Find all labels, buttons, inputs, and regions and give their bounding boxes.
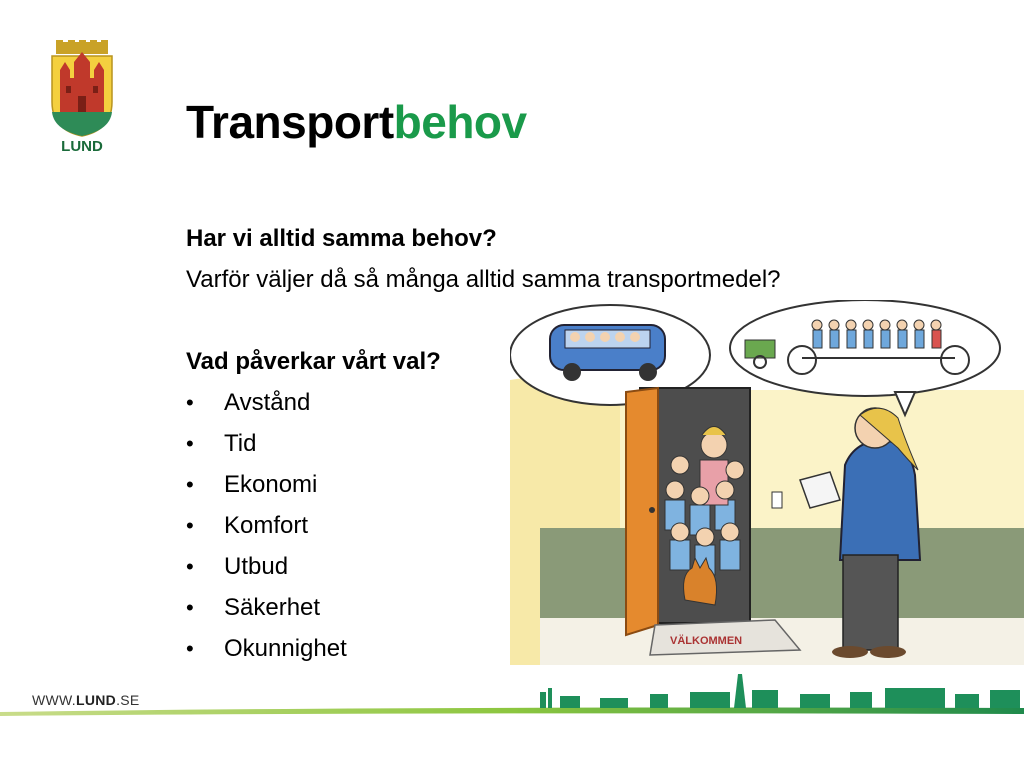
city-skyline-footer — [0, 670, 1024, 720]
footer-url[interactable]: WWW.LUND.SE — [32, 692, 140, 708]
list-item: • Ekonomi — [186, 464, 946, 505]
question-heading-1: Har vi alltid samma behov? — [186, 225, 497, 252]
slide-title — [186, 92, 527, 152]
bullet-icon: • — [186, 636, 194, 661]
list-item: • Utbud — [186, 546, 946, 587]
title-part-2: behov — [393, 96, 527, 148]
doormat-label: VÄLKOMMEN — [670, 635, 743, 647]
bullet-icon: • — [186, 554, 194, 579]
list-item: • Komfort — [186, 505, 946, 546]
list-item: • Okunnighet — [186, 628, 946, 669]
bullet-icon: • — [186, 472, 194, 497]
question-line-1: Varför väljer då så många alltid samma transportmedel? — [186, 266, 781, 293]
list-item: • Tid — [186, 423, 946, 464]
lund-logo — [44, 40, 120, 160]
list-item: • Avstånd — [186, 382, 946, 423]
list-item: • Säkerhet — [186, 587, 946, 628]
bullet-icon: • — [186, 595, 194, 620]
bullet-icon: • — [186, 513, 194, 538]
coat-of-arms-icon — [44, 40, 120, 138]
title-part-1: Transport — [186, 96, 394, 148]
bullet-icon: • — [186, 390, 194, 415]
question-heading-2: Vad påverkar vårt val? — [186, 348, 441, 375]
logo-text: LUND — [61, 138, 103, 155]
cartoon-illustration — [510, 300, 1024, 665]
bullet-icon: • — [186, 431, 194, 456]
